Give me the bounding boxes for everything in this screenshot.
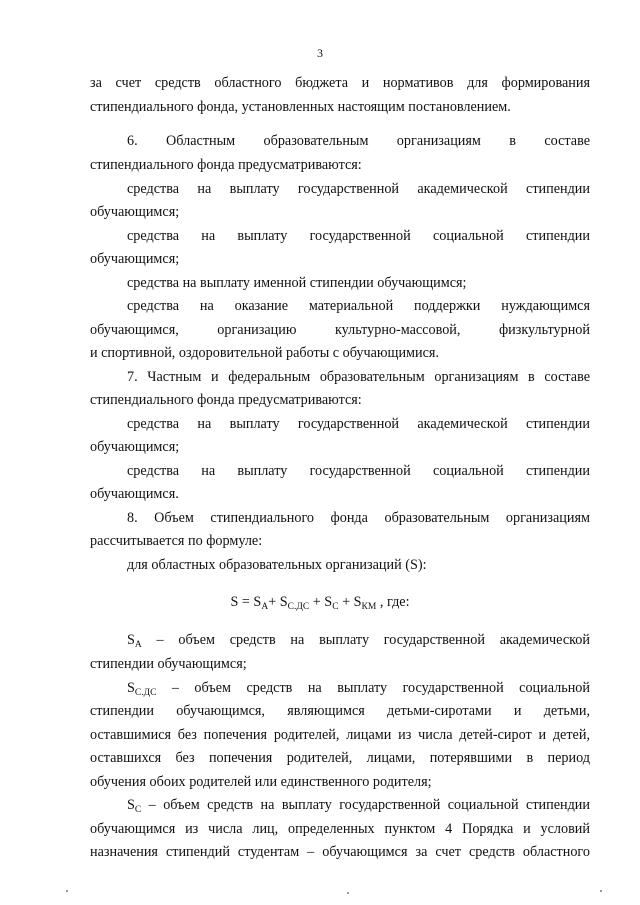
scan-speck xyxy=(600,890,602,892)
definition-line: $S_С$ – объем средств на выплату государственной социальной стипендии xyxy=(127,797,590,815)
text-line: средства на выплату государственной академической стипендии xyxy=(127,416,590,432)
text-line: и спортивной, оздоровительной работы с обучающимися. xyxy=(90,345,439,361)
scan-speck xyxy=(66,890,68,892)
text-line: стипендии обучающимся, являющимся детьми-сиротами и детьми, xyxy=(90,703,590,719)
scan-speck xyxy=(347,892,349,894)
text-line: оставшимися без попечения родителей, лицами из числа детей-сирот и детей, xyxy=(90,727,590,743)
text-line: обучения обоих родителей или единственного родителя; xyxy=(90,774,432,790)
text-line: 6. Областным образовательным организациям в составе xyxy=(127,133,590,149)
definition-line: $S_A$ – объем средств на выплату государственной академической xyxy=(127,632,590,650)
text-line: обучающимся; xyxy=(90,251,180,267)
text-line: средства на выплату государственной социальной стипендии xyxy=(127,463,590,479)
text-line: средства на оказание материальной поддержки нуждающимся xyxy=(127,298,590,314)
text-line: назначения стипендий студентам – обучающимся за счет средств областного xyxy=(90,844,590,860)
text-line: обучающимся; xyxy=(90,204,180,220)
text-line: обучающимся; xyxy=(90,439,180,455)
formula: $S = S_A+ S_{С.ДС} + S_С + S_{КМ}$ , где: xyxy=(230,594,410,612)
text-line: обучающимся. xyxy=(90,486,179,502)
text-line: стипендиального фонда предусматриваются: xyxy=(90,392,362,408)
text-line: обучающимся из числа лиц, определенных пунктом 4 Порядка и условий xyxy=(90,821,590,837)
text-line: стипендиального фонда предусматриваются: xyxy=(90,157,362,173)
text-line: средства на выплату государственной социальной стипендии xyxy=(127,228,590,244)
text-line: стипендии обучающимся; xyxy=(90,656,247,672)
definition-line: $S_{С.ДС}$ – объем средств на выплату государственной социальной xyxy=(127,680,590,698)
text-line: оставшихся без попечения родителей, лицами, потерявшими в период xyxy=(90,750,590,766)
text-line: 8. Объем стипендиального фонда образовательным организациям xyxy=(127,510,590,526)
text-line: 7. Частным и федеральным образовательным организациям в составе xyxy=(127,369,590,385)
text-line: обучающимся, организацию культурно-массовой, физкультурной xyxy=(90,322,590,338)
text-line: стипендиального фонда, установленных настоящим постановлением. xyxy=(90,99,511,115)
page-number: 3 xyxy=(317,46,323,60)
text-line: средства на выплату государственной академической стипендии xyxy=(127,181,590,197)
text-line: для областных образовательных организаций (S): xyxy=(127,557,427,573)
text-line: рассчитывается по формуле: xyxy=(90,533,263,549)
text-line: средства на выплату именной стипендии обучающимся; xyxy=(127,275,467,291)
text-line: за счет средств областного бюджета и нормативов для формирования xyxy=(90,75,590,91)
